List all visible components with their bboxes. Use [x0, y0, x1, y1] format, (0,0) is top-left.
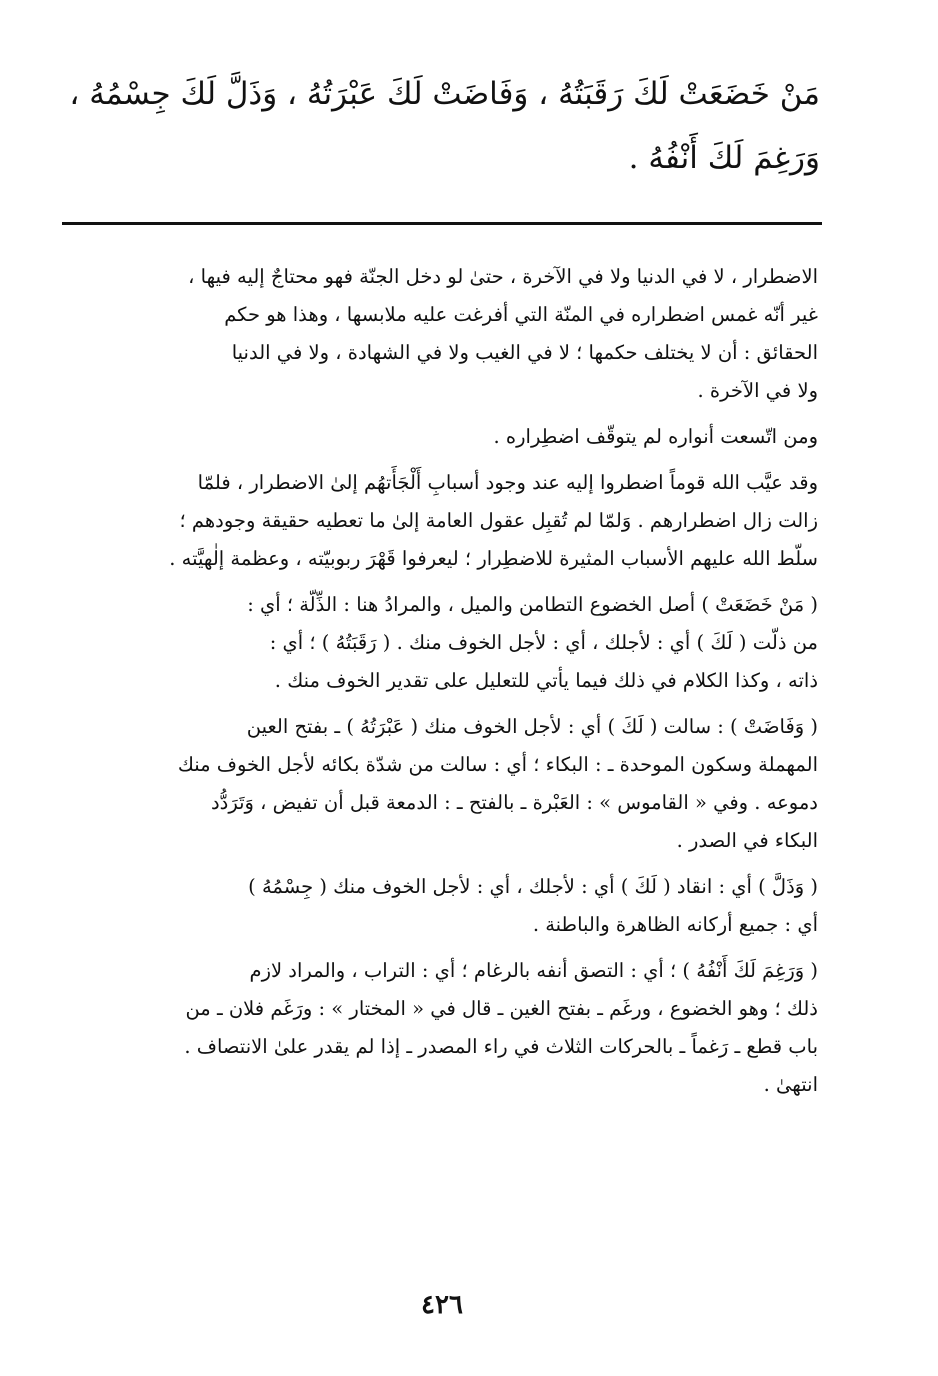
commentary-paragraph — [60, 868, 818, 944]
text-line: ( وَذَلَّ ) أي : انقاد ( لَكَ ) أي : لأجلك ، أي : لأجل الخوف منك ( جِسْمُهُ ) — [248, 875, 818, 898]
text-line: انتهىٰ . — [763, 1073, 818, 1096]
text-line: زالت زال اضطرارهم . وَلمّا لم تُقبِل عقول العامة إلىٰ ما تعطيه حقيقة وجودهم ؛ — [179, 509, 818, 532]
commentary — [60, 258, 818, 1112]
commentary-paragraph — [60, 952, 818, 1104]
text-line: أي : جميع أركانه الظاهرة والباطنة . — [532, 913, 818, 936]
text-line: ( مَنْ خَضَعَتْ ) أصل الخضوع التطامن والميل ، والمرادُ هنا : الذِّلّة ؛ أي : — [247, 593, 818, 616]
text-line: المهملة وسكون الموحدة ـ : البكاء ؛ أي : سالت من شدّة بكائه لأجل الخوف منك — [177, 753, 818, 776]
text-line: ( وَفَاضَتْ ) : سالت ( لَكَ ) أي : لأجل الخوف منك ( عَبْرَتُهُ ) ـ بفتح العين — [246, 715, 818, 738]
text-line: ومن اتّسعت أنواره لم يتوقّف اضطِراره . — [493, 425, 818, 448]
text-line: سلّط الله عليهم الأسباب المثيرة للاضطِرار ؛ ليعرفوا قَهْرَ ربوبيّته ، وعظمة إلٰهيَّته . — [169, 547, 818, 570]
text-line: البكاء في الصدر . — [676, 829, 818, 852]
text-line: الحقائق : أن لا يختلف حكمها ؛ لا في الغيب ولا في الشهادة ، ولا في الدنيا — [231, 341, 818, 364]
commentary-paragraph — [60, 418, 818, 456]
commentary-paragraph — [60, 464, 818, 578]
text-line: وقد عيَّب الله قوماً اضطروا إليه عند وجود أسبابِ أَلْجَأَتهُم إلىٰ الاضطرار ، فلمّا — [197, 471, 818, 494]
text-line: ( وَرَغِمَ لَكَ أَنْفُهُ ) ؛ أي : التصق أنفه بالرغام ؛ أي : التراب ، والمراد لازم — [249, 959, 818, 982]
text-line: ولا في الآخرة . — [697, 379, 818, 402]
commentary-paragraph — [60, 708, 818, 860]
commentary-paragraph — [60, 586, 818, 700]
main-text-line: مَنْ خَضَعَتْ لَكَ رَقَبَتُهُ ، وَفَاضَتْ لَكَ عَبْرَتُهُ ، وَذَلَّ لَكَ جِسْمُهُ ، — [69, 76, 820, 112]
text-line: من ذلّت ( لَكَ ) أي : لأجلك ، أي : لأجل الخوف منك . ( رَقَبَتُهُ ) ؛ أي : — [269, 631, 818, 654]
page-number: ٤٢٦ — [421, 1290, 463, 1320]
text-line: غير أنّه غمس اضطراره في المنّة التي أفرغت عليه ملابسها ، وهذا هو حكم — [224, 303, 818, 326]
text-line: ذلك ؛ وهو الخضوع ، ورغَم ـ بفتح الغين ـ قال في « المختار » : ورَغَم فلان ـ من — [185, 997, 818, 1020]
main-text — [55, 62, 820, 190]
commentary-paragraph — [60, 258, 818, 410]
text-line: باب قطع ـ رَغماً ـ بالحركات الثلاث في راء المصدر ـ إذا لم يقدر علىٰ الانتصاف . — [184, 1035, 818, 1058]
text-line: دموعه . وفي « القاموس » : العَبْرة ـ بالفتح ـ : الدمعة قبل أن تفيض ، وَتَرَدُّد — [211, 791, 818, 814]
text-line: ذاته ، وكذا الكلام في ذلك فيما يأتي للتعليل على تقدير الخوف منك . — [274, 669, 818, 692]
main-text-line: وَرَغِمَ لَكَ أَنْفُهُ . — [628, 140, 820, 176]
text-line: الاضطرار ، لا في الدنيا ولا في الآخرة ، حتىٰ لو دخل الجنّة فهو محتاجٌ إليه فيها ، — [188, 265, 818, 288]
footnote-separator — [62, 222, 822, 225]
